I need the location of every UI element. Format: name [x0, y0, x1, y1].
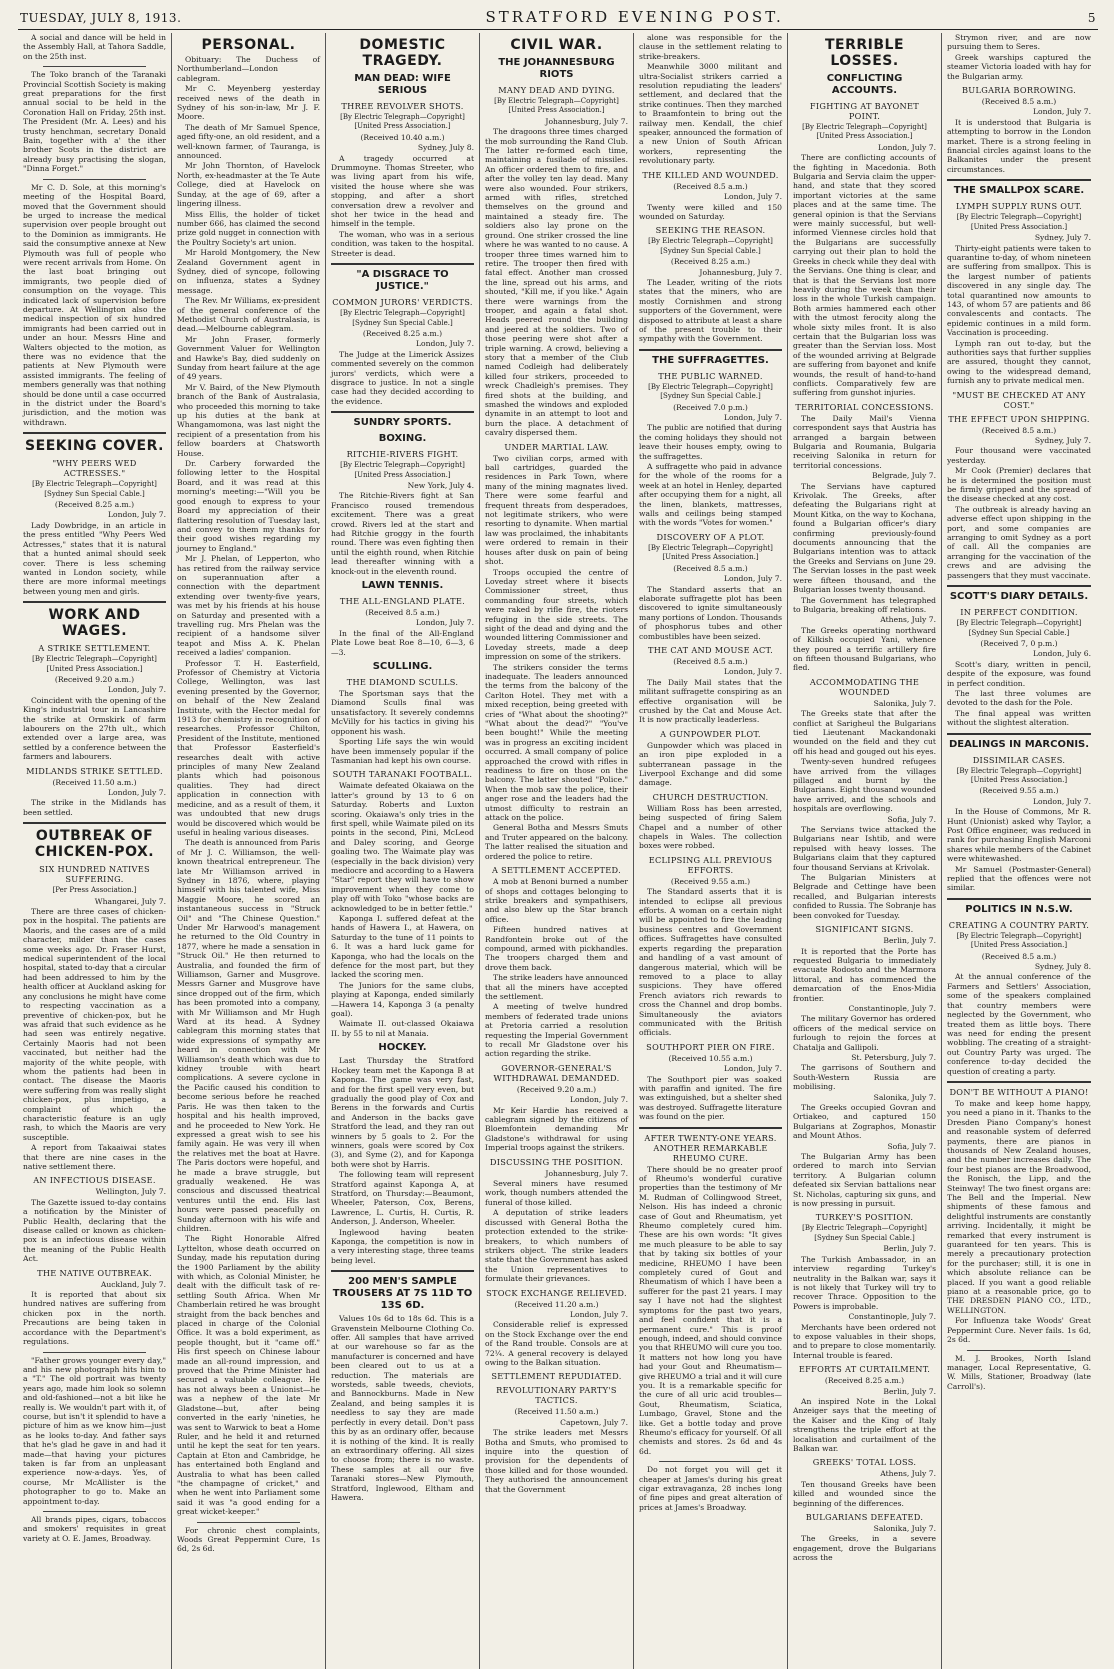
dateline: Sydney, July 8.	[417, 143, 474, 153]
sub-heading: AFTER TWENTY-ONE YEARS. ANOTHER REMARKABLE RHEUMO CURE.	[644, 1132, 777, 1163]
dateline: Salonika, July 7.	[873, 1092, 936, 1102]
article-paragraph: In the House of Commons, Mr R. Hunt (Unionist) asked why Taylor, a Post Office engineer, was reduced in rank for purchasing English Marconi shares while members of the Cabinet were whitewashed.	[947, 807, 1091, 864]
sub-heading: UNDER MARTIAL LAW.	[504, 441, 609, 452]
article-paragraph: The death is announced from Paris of Mr J. C. Williamson, the well-known theatrical entrepreneur. The late Mr Williamson arrived in Sydney in 1876, where, playing himself with his talented wife, Miss Maggie Moore, he scored an instantaneous success in "Struck Oil" and "The Chinese Question." Under Mr Harwood's management he returned to the Old Country in 1877, where he made a sensation in "Struck Oil." He then returned to Australia, and founded the firm of Williamson, Garner and Musgrove. Messrs Garner and Musgrove have since dropped out of the firm, which has been promoted into a company, with Mr Williamson and Mr Hugh Ward at its head. A Sydney cablegram this morning states that wide expressions of sympathy are heard in connection with Mr Williamson's death which was due to kidney trouble with heart complications. A severe cyclone in the Pacific caused his condition to become serious before he reached Paris. He was then taken to the hospital and his health improved, and he proceeded to New York. He expressed a great wish to see his family again. He was very ill when the relatives met the boat at Havre. The Paris doctors were hopeful, and he made a brave struggle, but gradually weakened. He was conscious and discussed theatrical ventures until the end. His last hours were passed peacefully on Sunday afternoon with his wife and children.	[177, 838, 320, 1233]
received-time: (Received 10.40 a.m.)	[360, 132, 445, 142]
article-paragraph: A tragedy occurred at Drummoyne. Thomas Streeter, who was living apart from his wife, visited the house where she was stopping, and after a short conversation drew a revolver and shot her twice in the head and himself in the temple.	[331, 153, 474, 229]
article-paragraph: Ten thousand Greeks have been killed and wounded since the beginning of the differences.	[793, 1479, 936, 1508]
article-paragraph: The final appeal was written without the slightest alteration.	[947, 708, 1091, 728]
column-divider	[43, 66, 146, 67]
article-paragraph: A social and dance will be held in the Assembly Hall, at Tahora Saddle, on the 25th inst.	[23, 33, 166, 61]
article-paragraph: The woman, who was in a serious condition, was taken to the hospital. Streeter is dead.	[331, 229, 474, 258]
article-heading: 200 MEN'S SAMPLE TROUSERS AT 7S 11D TO 13S 6D.	[332, 1276, 473, 1312]
article-paragraph: The Greeks, in a severe engagement, drove the Bulgarians across the	[793, 1534, 936, 1563]
received-time: (Received 8.25 a.m.)	[362, 328, 443, 338]
article-paragraph: Waimate defeated Okaiawa on the latter's ground by 13 to 6 on Saturday. Roberts and Luxton scoring. Okaiawa's only tries in the first spell, while Waimate piled on its points in the second, Pini, McLeod and Daley scoring, and George goaling two. The Waimate play was (especially in the back division) very mediocre and according to a Hawera "Star" report they will have to show improvement when they come to play off with Toko "whose backs are acknowledged to be in better fettle."	[331, 781, 475, 913]
article-paragraph: The Rev. Mr Williams, ex-president of the general conference of the Methodist Church of Australasia, is dead.—Melbourne cablegram.	[177, 296, 320, 334]
section-heading: OUTBREAK OF CHICKEN-POX.	[34, 828, 155, 861]
article-paragraph: There should be no greater proof of Rheumo's wonderful curative properties than the testimony of Mr M. Rudman of Collingwood Street, Nelson. His has indeed a chronic case of Gout and Rheumatism, yet Rheumo completely cured him. These are his own words: "It gives me much pleasure to be able to say that by taking six bottles of your medicine, RHEUMO I have been completely cured of Gout and Rheumatism of which I have been a sufferer for the past 21 years. I may say I have not had the slightest symptoms for the past two years, and feel confident that it is a permanent cure." This is proof enough, indeed, and should convince you that RHEUMO will cure you too. It matters not how long you have had your Gout and Rheumatism—give RHEUMO a trial and it will cure you. It is a remarkable specific for the cure of all uric acid troubles—Gout, Rheumatism, Sciatica, Lumbago, Gravel, Stone and the like. Get a bottle today and prove Rheumo's efficacy for yourself. Of all chemists and stores. 2s 6d and 4s 6d.	[639, 1164, 783, 1456]
dateline: Berlin, July 7.	[883, 1244, 936, 1254]
article-paragraph: Inglewood having beaten Kaponga, the competition is now in a very interesting stage, three teams being level.	[331, 1227, 474, 1265]
received-time: (Received 8.5 a.m.)	[981, 951, 1057, 961]
sub-heading: THE KILLED AND WOUNDED.	[642, 169, 779, 180]
article-paragraph: Miss Ellis, the holder of ticket number 666, has claimed the second prize gold nugget in connection with the Poultry Society's art union.	[177, 209, 320, 247]
column-divider	[659, 1461, 762, 1462]
masthead-title: STRATFORD EVENING POST.	[485, 8, 784, 26]
section-heading: WORK AND WAGES.	[48, 607, 141, 640]
column-divider	[967, 1350, 1071, 1351]
sub-heading: TURKEY'S POSITION.	[815, 1212, 914, 1223]
dateline: Sofia, July 7.	[887, 814, 936, 824]
dateline: Johannesburg, July 7.	[545, 116, 628, 126]
section-heading: PERSONAL.	[201, 37, 296, 53]
source-credit: [By Electric Telegraph—Copyright] [Sydney Sun Special Cable.]	[648, 382, 773, 401]
article-paragraph: At the annual conference of the Farmers and Settlers' Association, some of the speakers complained that country members were neglected by the Government, who treated them as little boys. There was need for ending the present wobbling. The creating of a straight-out Country Party was urged. The conference to-day decided the question of creating a party.	[947, 972, 1091, 1076]
article-paragraph: It is understood that Bulgaria is attempting to borrow in the London market. There is a strong feeling in financial circles against loans to the Balkanites under the present circumstances.	[947, 117, 1091, 174]
article-paragraph: The Gazette issued to-day contains a notification by the Minister of Public Health, declaring that the disease called or known as chicken-pox is an infectious disease within the meaning of the Public Health Act.	[23, 1197, 166, 1264]
received-time: (Received 11.20 a.m.)	[514, 1299, 599, 1309]
sub-heading: "MUST BE CHECKED AT ANY COST."	[952, 389, 1086, 410]
masthead-page-number: 5	[1087, 11, 1096, 25]
dateline: London, July 7.	[108, 685, 166, 695]
column-divider	[639, 349, 782, 351]
dateline: Constantinople, July 7.	[848, 1003, 936, 1013]
article-paragraph: The strike leaders have announced that all the miners have accepted the settlement.	[485, 973, 629, 1001]
source-credit: [By Electric Telegraph—Copyright] [Sydney Sun Special Cable.]	[802, 1224, 927, 1242]
article-paragraph: The strikers consider the terms inadequate. The leaders announced the terms from the balcony of the Carlton Hotel. They met with a mixed reception, being greeted with cries of "What about the shooting?" "What about the dead?" "You've been bought!" While the meeting was in progress an exciting incident occurred. A small company of police approached the crowd with rifles in readiness to fire on those on the balcony. The latter shouted "Police." When the mob saw the police, their anger rose and the leaders had the utmost difficulty to restrain an attack on the police.	[485, 662, 628, 823]
column-divider	[23, 822, 166, 824]
dateline: New York, July 4.	[407, 480, 474, 490]
article-paragraph: Troops occupied the centre of Loveday street where it bisects Commissioner street, thus commanding four streets, which were raked by rifle fire, the rioters refuging in the side streets. The sight of the dead and dying and the wounded littering Commissioner and Loveday streets, made a deep impression on some of the strikers.	[485, 567, 628, 662]
article-paragraph: A suffragette who paid in advance for the whole of the rooms for a week at an hotel in Henley, departed after occupying them for a night, all the linen, blankets, mattresses, walls and ceilings being stamped with the words "Votes for women."	[639, 462, 782, 528]
dateline: London, July 7.	[570, 1309, 628, 1319]
article-paragraph: William Ross has been arrested, being suspected of firing Salem Chapel and a number of other chapels in Wales. The collection boxes were robbed.	[639, 803, 782, 851]
dateline: London, July 7.	[724, 667, 782, 677]
article-paragraph: To make and keep home happy, you need a piano in it. Thanks to the Dresden Piano Company's honest and reasonable system of deferred payments, there are pianos in thousands of New Zealand houses, and the number increases daily. The four best pianos are the Broadwood, the Ronisch, the Lipp, and the Steinway! The two finest organs are: The Bell and the Imperial. New shipments of these famous and delightful instruments are constantly arriving. Incidentally, it might be remarked that every instrument is guaranteed for ten years. This is merely a precautionary protection for the purchaser; still, it is one in which absolute reliance can be placed. If you want a good reliable piano at a reasonable price, go to THE DRESDEN PIANO CO., LTD., WELLINGTON.	[947, 1098, 1091, 1315]
dateline: Johannesburg, July 7.	[699, 267, 782, 277]
article-paragraph: The strike in the Midlands has been settled.	[23, 798, 166, 817]
article-paragraph: Mr Keir Hardie has received a cablegram signed by the citizens of Bloemfontein demanding Mr Gladstone's withdrawal for using Imperial troops against the strikers.	[485, 1105, 628, 1153]
article-paragraph: Mr John Fraser, formerly Government Valuer for Wellington and Hawke's Bay, died suddenly on Sunday from heart failure at the age of 49 years.	[177, 334, 320, 382]
dateline: Sydney, July 8.	[1034, 962, 1091, 972]
column-2	[172, 33, 326, 1669]
article-paragraph: The Toko branch of the Taranaki Provincial Scottish Society is making great preparations for the first annual social to be held in the Coronation Hall on Friday, 25th inst. The President (Mr. A. Lees) and his trusty henchman, secretary Donald Bain, together with a' the ither brother Scots in the district are already busy practising the slogan, "Dinna Forget."	[23, 70, 166, 174]
dateline: Sydney, July 7.	[1034, 436, 1091, 445]
column-divider	[23, 601, 166, 603]
section-heading: CIVIL WAR.	[510, 37, 603, 53]
article-paragraph: The military Governor has ordered officers of the medical service on furlough to rejoin the forces at Chatalja and Gallipoli.	[793, 1014, 936, 1052]
dateline: Sofia, July 7.	[887, 1141, 936, 1151]
column-4	[480, 33, 634, 1669]
dateline: London, July 6.	[1033, 649, 1091, 659]
sub-heading: FIGHTING AT BAYONET POINT.	[809, 101, 920, 121]
sub-heading: MANY DEAD AND DYING.	[498, 85, 615, 95]
source-credit: [By Electric Telegraph—Copyright] [Sydney Sun Special Cable.]	[956, 619, 1082, 637]
dateline: Berlin, July 7.	[883, 936, 936, 946]
column-divider	[197, 1522, 300, 1523]
article-heading: SCULLING.	[372, 661, 433, 673]
sub-heading: "WHY PEERS WED ACTRESSES."	[52, 458, 137, 479]
article-paragraph: Several miners have resumed work, though numbers attended the funeral of those killed.	[485, 1179, 628, 1207]
source-credit: [By Electric Telegraph—Copyright] [United Press Association.]	[956, 931, 1082, 950]
dateline: Wellington, July 7.	[95, 1187, 166, 1197]
article-paragraph: The Sportsman says that the Diamond Sculls final was unsatisfactory. It severely condemns McVilly for his tactics in giving his opponent his wash.	[331, 689, 474, 736]
article-paragraph: There are three cases of chicken-pox in the hospital. The patients are Maoris, and the cases are of a mild character, milder than the cases some weeks ago. Dr. Fraser Hurst, medical superintendent of the local hospital, stated to-day that a circular had been addressed to him by the health officer at Auckland asking for any conclusions he might have come to respecting vaccination as a preventive of chicken-pox, but he was afraid that such evidence as he had seen was entirely negative. Certainly Maoris had not been vaccinated, but neither had the majority of the white people, with whom the patients had been in contact. The disease the Maoris were suffering from was really slight chicken-pox, plus impetigo, a complaint of which the characteristic feature is an ugly rash, to which the Maoris are very susceptible.	[23, 907, 166, 1142]
column-divider	[43, 1511, 146, 1512]
sub-heading: IN PERFECT CONDITION.	[960, 607, 1078, 618]
dateline: Sydney, July 7.	[1034, 233, 1091, 243]
article-paragraph: The Southport pier was soaked with paraffin and ignited. The fire was extinguished, but a shelter shed was destroyed. Suffragette literature was found on the pier.	[639, 1074, 782, 1122]
article-paragraph: Kaponga I. suffered defeat at the hands of Hawera I., at Hawera, on Saturday to the tune of 11 points to 6. It was a hard luck game for Kaponga, who had the locals on the defence for the most part, but they lacked the scoring men.	[331, 914, 474, 980]
sub-heading: CREATING A COUNTRY PARTY.	[948, 919, 1090, 930]
source-credit: [By Electric Telegraph—Copyright] [United Press Association.]	[648, 543, 773, 562]
column-5	[634, 33, 788, 1669]
article-paragraph: The Juniors for the same clubs, playing at Kaponga, ended similarly—Hawera 14, Kaponga 3 (a penalty goal).	[331, 980, 474, 1019]
article-paragraph: The Judge at the Limerick Assizes commented severely on the common jurors' verdicts, which were a disgrace to justice. In not a single case had they decided according to the evidence.	[331, 349, 474, 406]
sub-heading: TERRITORIAL CONCESSIONS.	[795, 401, 934, 412]
article-paragraph: M. J. Brookes, North Island manager, Local Representative, G. W. Mills, Stationer, Broadway (late Carroll's).	[947, 1353, 1091, 1391]
received-time: (Received 8.5 a.m.)	[981, 97, 1057, 107]
columns	[18, 33, 1098, 1669]
sub-heading: THE EFFECT UPON SHIPPING.	[948, 413, 1090, 424]
column-3	[326, 33, 480, 1669]
dateline: Whangarei, July 7.	[94, 896, 166, 906]
source-credit: [By Electric Telegraph—Copyright] [United Press Association.]	[340, 461, 465, 479]
article-paragraph: Mr John Thornton, of Havelock North, ex-headmaster at the Te Aute College, died at Havelock on Sunday, at the age of 69, after a lingering illness.	[177, 161, 320, 209]
article-paragraph: The garrisons of Southern and South-Western Russia are mobilising.	[793, 1063, 936, 1092]
sub-heading: A SETTLEMENT ACCEPTED.	[491, 865, 622, 876]
column-6	[788, 33, 942, 1669]
article-paragraph: The Greeks state that after the conflict at Sarigheul the Bulgarians tied Lieutenant Mackandonaki wounded on the field and they cut off his head and gouged out his eyes.	[793, 709, 936, 756]
article-paragraph: The death of Mr Samuel Spence, aged fifty-one, an old resident, and a well-known farmer, of Tauranga, is announced.	[177, 122, 320, 161]
article-paragraph: There are conflicting accounts of the fighting in Macedonia. Both Bulgaria and Servia claim the upper-hand, and state that they scored important victories at the same places and at the same time. The general opinion is that the Servians were mainly successful, but well-informed Viennese circles hold that the Bulgarians are successfully carrying out their plan to hold the Greeks in check while they deal with the Servians. One thing is clear, and that is that the Servians lost more heavily during the week than their loss in the whole Turkish campaign. Both armies hammered each other with the utmost ferocity along the whole sixty miles front. It is also certain that the Bulgarian loss was greater than the Servian loss. Most of the wounded arriving at Belgrade are suffering from bayonet and knife wounds, the result of hand-to-hand conflicts. Comparatively few are suffering from gunshot injuries.	[793, 153, 936, 398]
received-time: (Received 8.25 a.m.)	[54, 500, 135, 510]
article-paragraph: The Standard asserts that an elaborate suffragette plot has been discovered to ignite simultaneously many portions of London. Thousands of phosphorus tubes and other combustibles have been seized.	[639, 584, 782, 641]
article-paragraph: The Daily Mail's Vienna correspondent says that Austria has arranged a bargain between Bulgaria and Roumania, Bulgaria receiving Salonika in return for territorial concessions.	[793, 413, 936, 470]
sub-heading: LYMPH SUPPLY RUNS OUT.	[956, 201, 1082, 212]
column-7	[942, 33, 1096, 1669]
article-paragraph: It is reported that the Porte has requested Bulgaria to immediately evacuate Rodosto and the Marmora littoral, and has commenced the demarcation of the Enos-Midia frontier.	[793, 946, 936, 1003]
dateline: St. Petersburg, July 7.	[851, 1052, 936, 1062]
dateline: London, July 7.	[1033, 107, 1091, 117]
article-heading: POLITICS IN N.S.W.	[965, 903, 1073, 915]
received-time: (Received 8.5 a.m.)	[673, 563, 748, 573]
article-paragraph: Two civilian corps, armed with ball cartridges, guarded the residences in Park Town, where many of the mining magnates lived. There were some fearful and frequent threats from desperadoes, not legitimate strikers, who were resorting to dynamite. When martial law was proclaimed, the inhabitants were ordered to remain in their houses after dusk on pain of being shot.	[485, 453, 628, 567]
article-heading: CONFLICTING ACCOUNTS.	[826, 73, 903, 96]
sub-heading: A STRIKE SETTLEMENT.	[38, 643, 151, 654]
dateline: London, July 7.	[724, 574, 782, 584]
dateline: London, July 7.	[108, 510, 166, 520]
sub-heading: SIX HUNDRED NATIVES SUFFERING.	[39, 864, 150, 885]
source-credit: [By Electric Telegraph—Copyright] [Sydney Sun Special Cable.]	[32, 480, 157, 498]
column-divider	[331, 411, 474, 413]
article-heading: LAWN TENNIS.	[361, 580, 444, 592]
dateline: Athens, July 7.	[880, 615, 936, 625]
article-paragraph: The Leader, writing of the riots states that the miners, who are mostly Cornishmen and strong supporters of the Government, were disposed to attribute at least a share of the present trouble to their sympathy with the Government.	[639, 277, 782, 344]
article-paragraph: Waimate II. out-classed Okaiawa II. by 55 to nil at Manaia.	[331, 1019, 474, 1038]
dateline: London, July 7.	[108, 788, 166, 797]
column-divider	[947, 1081, 1091, 1083]
dateline: London, July 7.	[878, 142, 936, 152]
article-paragraph: Coincident with the opening of the King's industrial tour in Lancashire the strike at Ormskirk of farm labourers on the 27th ult., which extended over a large area, was settled by a conference between the farmers and labourers.	[23, 695, 166, 762]
column-divider	[947, 733, 1091, 735]
dateline: Johannesburg, July 7.	[545, 1168, 628, 1178]
article-paragraph: Fifteen hundred natives at Randfontein broke out of the compound, armed with pickhandles. The troopers charged them and drove them back.	[485, 925, 628, 972]
article-paragraph: Mr V. Baird, of the New Plymouth branch of the Bank of Australasia, who proceeded this morning to take up his duties at the bank at Whangamomona, was last night the recipient of a presentation from his fellow boarders at Chatsworth House.	[177, 382, 320, 458]
source-credit: [Per Press Association.]	[52, 886, 137, 895]
article-paragraph: The strike leaders met Messrs Botha and Smuts, who promised to inquire into the question of provision for the dependents of those killed and for those wounded. They authorised the announcement that the Government	[485, 1428, 628, 1494]
dateline: London, July 7.	[416, 339, 474, 349]
section-heading: SEEKING COVER.	[25, 438, 164, 455]
column-divider	[23, 432, 166, 434]
sub-heading: DISCOVERY OF A PLOT.	[656, 531, 765, 542]
article-paragraph: The Standard asserts that it is intended to eclipse all previous efforts. A woman on a certain night will be appointed to fire the leading business centres and Government offices. Suffragettes have consulted experts regarding the preparation and handling of a vast amount of dangerous material, which will be removed to a place to allay suspicions. They have offered French aviators rich rewards to cross the Channel and drop bombs. Simultaneously the aviators communicated with the British officials.	[639, 887, 782, 1038]
sub-heading: STOCK EXCHANGE RELIEVED.	[486, 1287, 627, 1298]
article-paragraph: The Bulgarian Ministers at Belgrade and Cettinge have been recalled, and Bulgarian interests confided to Russia. The Sobranje has been convoked for Tuesday.	[793, 873, 936, 920]
column-divider	[947, 179, 1091, 181]
article-paragraph: Obituary: The Duchess of Northumberland—London cablegram.	[177, 55, 320, 83]
sub-heading: GREEKS' TOTAL LOSS.	[812, 1457, 917, 1468]
source-credit: [By Electric Telegraph—Copyright] [United Press Association.]	[340, 113, 465, 131]
article-paragraph: Mr Cook (Premier) declares that he is determined the position must be firmly gripped and the spread of the disease checked at any cost.	[947, 466, 1091, 504]
article-paragraph: The Right Honorable Alfred Lyttelton, whose death occurred on Sunday, made his reputation during the 1900 Parliament by the ability with which, as Colonial Minister, he dealt with the difficult task of re-settling South Africa. When Mr Chamberlain retired he was brought straight from the back benches and placed in charge of the Colonial Office. It was a bold experiment, as people thought, but it "came off." His first speech on Chinese labour made an all-round impression, and proved that the Prime Minister had secured a valuable colleague. He has not always been a Unionist—he was a nephew of the late Mr Gladstone—but, after being converted in the early 'nineties, he was sent to Warwick to beat a Home Ruler, and he held it and returned until he kept the seat for ten years. Captain at Eton and Cambridge, he has entertained both England and Australia to what has been called "the champagne of cricket," and when he went into Parliament some said it was "a good ending for a great wicket-keeper."	[177, 1234, 320, 1517]
article-paragraph: Values 10s 6d to 18s 6d. This is a Gravenstein Melbourne Clothing Co. offer. All samples that have arrived at our warehouse so far as the manufacturer is concerned and have been cleared out to us at a reduction. The materials are worsteds, sable tweeds, cheviots, and Bannockburns. Made in New Zealand, and being samples it is needless to say they are made perfectly in every detail. Don't pass this by as an ordinary offer, because it is nothing of the kind. It is really an extraordinary offering. All sizes to choose from; there is no waste. These samples at all our five Taranaki stores—New Plymouth, Stratford, Inglewood, Eltham and Hawera.	[331, 1314, 474, 1502]
article-paragraph: Lymph ran out to-day, but the authorities says that further supplies are assured, thought they cannot, owing to the widespread demand, furnish any to private medical men.	[947, 338, 1091, 386]
article-paragraph: The Servians have captured Krivolak. The Greeks, after defeating the Bulgarians right at Mount Kitka, on the way to Kochana, found a Bulgarian officer's diary confirming previously-found documents announcing that the Bulgarians intention was to attack the Greeks and Servians on June 29. The Servian losses in the past week were fifteen thousand, and the Bulgarian losses twenty thousand.	[793, 481, 936, 595]
article-paragraph: Considerable relief is expressed on the Stock Exchange over the end of the Rand trouble. Consols are at 72¼. A general recovery is delayed owing to the Balkan situation.	[485, 1320, 628, 1367]
received-time: (Received 9.20 a.m.)	[54, 674, 135, 684]
received-time: (Received 7, 0 p.m.)	[980, 638, 1058, 648]
source-credit: [By Electric Telegraph—Copyright] [United Press Association.]	[802, 123, 927, 141]
source-credit: [By Electric Telegraph—Copyright] [Sydney Sun Special Cable.]	[340, 309, 465, 327]
dateline: Capetown, July 7.	[560, 1417, 628, 1427]
sub-heading: ECLIPSING ALL PREVIOUS EFFORTS.	[648, 854, 773, 875]
section-heading: TERRIBLE LOSSES.	[824, 37, 905, 69]
article-paragraph: Lady Dowbridge, in an article in the press entitled "Why Peers Wed Actresses," states that it is natural that a hunted animal should seek cover. There is less scheming wanted in London society, while there are more informal meetings between young men and girls.	[23, 520, 166, 596]
article-paragraph: Mr C. Meyenberg yesterday received news of the death in Sydney of his son-in-law, Mr J. F. Moore.	[177, 84, 320, 122]
article-paragraph: General Botha and Messrs Smuts and Truter appeared on the balcony. The latter realised the situation and ordered the police to retire.	[485, 823, 628, 861]
dateline: Salonika, July 7.	[873, 1524, 936, 1534]
dateline: London, July 7.	[724, 1064, 782, 1074]
article-paragraph: The following team will represent Stratford against Kaponga A, at Stratford, on Thursday:—Beaumont, Wheeler, Paterson, Cox, Berens, Lawrence, L. Curtis, H. Curtis, R. Anderson, J. Anderson, Wheeler.	[331, 1170, 474, 1227]
article-paragraph: Strymon river, and are now pursuing them to Seres.	[947, 33, 1091, 52]
source-credit: [By Electric Telegraph—Copyright] [United Press Association.]	[956, 766, 1082, 784]
source-credit: [By Electric Telegraph—Copyright] [Sydney Sun Special Cable.]	[648, 237, 773, 255]
dateline: Berlin, July 7.	[883, 1386, 936, 1396]
sub-heading: THE CAT AND MOUSE ACT.	[647, 644, 774, 655]
article-paragraph: Mr Harold Montgomery, the New Zealand Government agent in Sydney, died of syncope, following on influenza, states a Sydney message.	[177, 248, 320, 295]
article-paragraph: The Servians twice attacked the Bulgarians near Ishtib, and were repulsed with heavy losses. The Bulgarians claim that they captured four thousand Servians at Krivolak.	[793, 825, 936, 872]
sub-heading: MIDLANDS STRIKE SETTLED.	[26, 765, 163, 776]
article-paragraph: Meanwhile 3000 militant and ultra-Socialist strikers carried a resolution repudiating the leaders' settlement, and declared that the strike continues. Then they marched to Braamfontein to bring out the railway men. Kendall, the chief speaker, announced the formation of a new Union of South African workers, representing the revolutionary party.	[639, 62, 782, 166]
sub-heading: DISCUSSING THE POSITION.	[489, 1156, 624, 1167]
sub-heading: AN INFECTIOUS DISEASE.	[33, 1175, 156, 1186]
sub-heading: SIGNIFICANT SIGNS.	[815, 924, 914, 935]
sub-heading: COMMON JURORS' VERDICTS.	[332, 297, 473, 308]
received-time: (Received 9.55 a.m.)	[979, 786, 1059, 796]
article-paragraph: A mob at Benoni burned a number of shops and cottages belonging to strike breakers and sympathisers, and also blew up the Star branch office.	[485, 877, 628, 924]
sub-heading: THE ALL-ENGLAND PLATE.	[339, 596, 466, 607]
article-paragraph: The Bulgarian Army has been ordered to march into Servian territory. A Bulgarian column defeated six Servian battalions near St. Nicholas, capturing six guns, and is now pressing in pursuit.	[793, 1152, 936, 1209]
article-paragraph: The public are notified that during the coming holidays they should not leave their houses empty, owing to the suffragettes.	[639, 423, 782, 461]
sub-heading: SOUTH TARANAKI FOOTBALL.	[332, 769, 473, 780]
article-paragraph: For chronic chest complaints, Woods Great Peppermint Cure, 1s 6d, 2s 6d.	[177, 1525, 320, 1554]
received-time: (Received 10.55 a.m.)	[668, 1053, 753, 1063]
article-paragraph: The outbreak is already having an adverse effect upon shipping in the port, and some companies are arranging to omit Sydney as a port of call. All the companies are arranging for the vaccination of the crews and are advising the passengers that they must vaccinate.	[947, 504, 1091, 580]
source-credit: [By Electric Telegraph—Copyright] [United Press Association.]	[956, 213, 1082, 231]
dateline: London, July 7.	[724, 192, 782, 202]
received-time: (Received 8.5 a.m.)	[673, 181, 748, 191]
received-time: (Received 8.5 a.m.)	[365, 608, 440, 618]
article-heading: THE SUFFRAGETTES.	[652, 354, 769, 366]
column-divider	[331, 1270, 474, 1272]
column-divider	[43, 1352, 146, 1353]
received-time: (Received 9.55 a.m.)	[670, 876, 751, 886]
article-paragraph: The Greeks operating northward of Kilkish occupied Yani, whence they poured a terrific artillery fire on fifteen thousand Bulgarians, who fled.	[793, 625, 936, 673]
sub-heading: THE PUBLIC WARNED.	[658, 370, 763, 381]
article-paragraph: The Turkish Ambassador, in an interview regarding Turkey's neutrality in the Balkan war, says it is not likely that Turkey will try to recover Thrace. Opposition to the Powers is improbable.	[793, 1254, 936, 1311]
dateline: Athens, July 7.	[880, 1469, 936, 1479]
article-heading: "A DISGRACE TO JUSTICE."	[356, 269, 449, 293]
article-paragraph: The dragoons three times charged the mob surrounding the Rand Club. The latter re-formed each time, maintaining a fusilade of missiles. An officer ordered them to fire, and after the volley ten lay dead. Many were also wounded. Four strikers, armed with rifles, stretched themselves on the ground and maintained a steady fire. The soldiers also lay prone on the ground. One striker crossed the line where he was wanted to no cause. A trooper three times warned him to retire. The trooper then fired with fatal effect. Another man crossed the line, spread out his arms, and shouted, "Kill me, if you like." Again there were warnings from the trooper, and again a fatal shot. Heads peered round the building and jeered at the soldiers. Two of those peering were shot after a triple warning. A crowd, believing a story that a member of the Club named Codleigh had deliberately killed four strikers, proceeded to wreck Chadleigh's premises. They fired shots at the building, and smashed the windows and exploded dynamite in an attempt to loot and burn the place. A detachment of cavalry dispersed them.	[485, 127, 628, 438]
masthead	[18, 6, 1098, 30]
dateline: Auckland, July 7.	[100, 1279, 166, 1289]
article-paragraph: "Father grows younger every day," and his new photograph hits him to a "T." The old portrait was twenty years ago, made him look so solemn and old-fashioned—not a bit like he really is. We wouldn't part with it, of course, but isn't it splendid to have a picture of him as we know him—just as he looks to-day. And father says that he's glad he gave in and had it made—that having your pictures taken is far from an unpleasant experience now-a-days. Yes, of course, Mr McAllister is the photographer to go to. Make an appointment to-day.	[23, 1355, 166, 1506]
article-paragraph: Mr J. Phelan, of Lepperton, who has retired from the railway service on superannuation after a connection with the department extending over twenty-five years, was met by his friends at his house on Saturday and presented with a travelling rug. Mrs Phelan was the recipient of a handsome silver teapot and Miss A. K. Phelan received a ladies' companion.	[177, 554, 320, 658]
article-paragraph: The Government has telegraphed to Bulgaria, breaking off relations.	[793, 595, 936, 614]
received-time: (Received 8.5 a.m.)	[981, 425, 1057, 435]
article-paragraph: A deputation of strike leaders discussed with General Botha the protection extended to the strike-breakers, to which numbers of strikers object. The strike leaders state that the Government has asked the Union representatives to formulate their grievances.	[485, 1208, 628, 1284]
dateline: Constantinople, July 7.	[848, 1312, 936, 1322]
sub-heading: THE NATIVE OUTBREAK.	[37, 1267, 152, 1278]
article-paragraph: The Ritchie-Rivers fight at San Francisco roused tremendous excitement. There was a great crowd. Rivers led at the start and had Ritchie groggy in the fourth round. There was even fighting then until the eighth round, when Ritchie lead thereafter winning with a knock-out in the eleventh round.	[331, 491, 474, 576]
article-paragraph: Dr. Carbery forwarded the following letter to the Hospital Board, and it was read at this morning's meeting:—"Will you be good enough to express to your Board my appreciation of their flattering resolution of Tuesday last, and convey to them my thanks for their good wishes regarding my journey to England."	[177, 459, 320, 553]
article-paragraph: A meeting of twelve hundred members of federated trade unions at Pretoria carried a resolution requesting the Imperial Government to recall Mr Gladstone over his action regarding the strike.	[485, 1002, 628, 1059]
sub-heading: THE DIAMOND SCULLS.	[346, 677, 459, 688]
article-paragraph: Greek warships captured the steamer Victoria loaded with hay for the Bulgarian army.	[947, 52, 1091, 81]
received-time: (Received 11.50 a.m.)	[52, 777, 137, 787]
sub-heading: GOVERNOR-GENERAL'S WITHDRAWAL DEMANDED.	[493, 1062, 620, 1083]
article-paragraph: Mr C. D. Sole, at this morning's meeting of the Hospital Board, moved that the Government should be urged to increase the medical supervision over people brought out to the Dominion as immigrants. He said the consumptive annexe at New Plymouth was full of people who were recent arrivals from Home. On the last boat bringing out immigrants, two people died of consumption on the voyage. This indicated lack of supervision before departure. At Wellington also the medical inspection of six hundred immigrants had been carried out in under an hour. Messrs Hine and Walters objected to the motion, as there was no evidence that the patients at New Plymouth were assisted immigrants. The feeling of members generally was that nothing should be done until a case occurred in the district under the Board's jurisdiction, and the motion was withdrawn.	[23, 182, 166, 427]
sub-heading: SEEKING THE REASON.	[655, 225, 766, 236]
sub-heading: EFFORTS AT CURTAILMENT.	[798, 1364, 931, 1375]
article-paragraph: An inspired Note in the Lokal Anzeiger says that the meeting of the Kaiser and the King of Italy strengthens the triple effort at the localisation and curtailment of the Balkan war.	[793, 1396, 936, 1453]
dateline: Belgrade, July 7.	[871, 471, 936, 481]
masthead-date: TUESDAY, JULY 8, 1913.	[20, 11, 182, 25]
column-divider	[43, 179, 146, 180]
article-paragraph: Last Thursday the Stratford Hockey team met the Kaponga B at Kaponga. The game was very fast, and for the first spell very even, but gradually the good play of Cox and Berens in the forwards and Curtis and Anderson in the backs gave Stratford the lead, and they ran out winners by 5 goals to 2. For the winners, goals were scored by Cox (3), and Syme (2), and for Kaponga both were shot by Harris.	[331, 1056, 474, 1169]
article-paragraph: Four thousand were vaccinated yesterday.	[947, 446, 1091, 465]
article-heading: THE SMALLPOX SCARE.	[953, 185, 1085, 197]
source-credit: [By Electric Telegraph—Copyright] [United Press Association.]	[32, 655, 157, 673]
sub-heading: RITCHIE-RIVERS FIGHT.	[346, 449, 459, 460]
sub-heading: DISSIMILAR CASES.	[972, 754, 1066, 765]
sub-heading: REVOLUTIONARY PARTY'S TACTICS.	[496, 1385, 617, 1406]
article-paragraph: The Daily Mail states that the militant suffragette conspiring as an effective organisation will be crushed by the Cat and Mouse Act. It is now practically leaderless.	[639, 677, 782, 725]
sub-heading: BULGARIANS DEFEATED.	[805, 1512, 924, 1523]
column-1	[18, 33, 172, 1669]
received-time: (Received 8.25 a.m.)	[670, 257, 751, 267]
sub-heading: A GUNPOWDER PLOT.	[660, 728, 761, 739]
article-heading: MAN DEAD: WIFE SERIOUS	[354, 73, 451, 96]
sub-heading: ACCOMMODATING THE WOUNDED	[809, 676, 920, 697]
received-time: (Received 8.25 a.m.)	[824, 1376, 905, 1386]
dateline: London, July 7.	[570, 1095, 628, 1105]
dateline: London, July 7.	[416, 618, 474, 628]
article-paragraph: It is reported that about six hundred natives are suffering from chicken pox in the north. Precautions are being taken in accordance with the Department's regulations.	[23, 1290, 166, 1347]
section-heading: DOMESTIC TRAGEDY.	[359, 37, 446, 69]
article-heading: BOXING.	[378, 433, 427, 445]
received-time: (Received 7.0 p.m.)	[673, 402, 748, 412]
sub-heading: BULGARIA BORROWING.	[961, 85, 1076, 96]
received-time: (Received 11.50 a.m.)	[514, 1407, 599, 1417]
article-heading: DEALINGS IN MARCONIS.	[948, 738, 1090, 750]
article-paragraph: In the final of the All-England Plate Lowe beat Roe 8—10, 6—3, 6—3.	[331, 628, 474, 657]
article-paragraph: Mr Samuel (Postmaster-General) replied that the offences were not similar.	[947, 864, 1091, 893]
article-heading: THE JOHANNESBURG RIOTS	[498, 57, 615, 80]
dateline: London, July 7.	[724, 413, 782, 422]
dateline: London, July 7.	[1033, 796, 1091, 806]
received-time: (Received 9.20 a.m.)	[516, 1084, 597, 1094]
article-paragraph: Professor T. H. Easterfield, Professor of Chemistry at Victoria College, Wellington, was last evening presented by the Governor, on behalf of the New Zealand Institute, with the Hector medal for 1913 for chemistry in recognition of researches. Professor Chilton, President of the Institute, mentioned that Professor Easterfield's researches dealt with active principles of many New Zealand plants which had poisonous qualities. They had direct application in connection with medicine, and as a result of them, it was undoubted that new drugs would be discovered which would be useful in healing various diseases.	[177, 658, 320, 837]
article-paragraph: alone was responsible for the clause in the settlement relating to strike-breakers.	[639, 33, 782, 61]
sub-heading: SETTLEMENT REPUDIATED.	[491, 1371, 622, 1382]
sub-heading: CHURCH DESTRUCTION.	[652, 791, 769, 802]
article-paragraph: Scott's diary, written in pencil, despite of the exposure, was found in perfect condition.	[947, 659, 1091, 688]
article-paragraph: Thirty-eight patients were taken to quarantine to-day, of whom nineteen are suffering from smallpox. This is the largest number of patients discovered in any single day. The total quarantined now amounts to 143, of whom 57 are patients and 86 convalescents and contacts. The epidemic continues in a mild form. Vaccination is proceeding.	[947, 243, 1091, 338]
article-paragraph: Twenty-seven hundred refugees have arrived from the villages pillaged and burnt by the Bulgarians. Eight thousand wounded have arrived, and the schools and hospitals are overflowing.	[793, 757, 936, 814]
article-paragraph: The Greeks occupied Govran and Ortiakeo, and captured 150 Bulgarians at Zographos, Monastir and Mount Athos.	[793, 1103, 936, 1141]
sub-heading: THREE REVOLVER SHOTS.	[341, 101, 464, 111]
article-paragraph: A report from Takaaiwai states that there are nine cases in the native settlement there.	[23, 1143, 166, 1171]
received-time: (Received 8.5 a.m.)	[673, 656, 748, 666]
source-credit: [By Electric Telegraph—Copyright] [United Press Association.]	[494, 97, 619, 115]
sub-heading: DON'T BE WITHOUT A PIANO!	[949, 1086, 1089, 1097]
article-heading: SUNDRY SPORTS.	[353, 417, 452, 429]
column-divider	[331, 263, 474, 265]
column-divider	[639, 1127, 782, 1129]
article-paragraph: Merchants have been ordered not to expose valuables in their shops, and to prepare to close momentarily. Internal trouble is feared.	[793, 1322, 936, 1360]
article-paragraph: Gunpowder which was placed in an iron pipe exploded in a subterranean passage in the Liverpool Exchange and did some damage.	[639, 740, 782, 788]
article-heading: SCOTT'S DIARY DETAILS.	[949, 591, 1089, 603]
article-paragraph: Sporting Life says the win would have been immensely popular if the Tasmanian had kept his own course.	[331, 737, 474, 765]
column-divider	[947, 585, 1091, 587]
article-paragraph: The last three volumes are devoted to the dash for the Pole.	[947, 688, 1091, 708]
article-paragraph: Twenty were killed and 150 wounded on Saturday.	[639, 202, 782, 221]
sub-heading: SOUTHPORT PIER ON FIRE.	[646, 1041, 775, 1052]
article-heading: HOCKEY.	[378, 1042, 427, 1054]
article-paragraph: Do not forget you will get it cheaper at James's during his great cigar extravaganza, 28 inches long of fine pipes and great alteration of prices at James's Broadway.	[639, 1465, 782, 1512]
article-paragraph: For Influenza take Woods' Great Peppermint Cure. Never fails. 1s 6d, 2s 6d.	[947, 1316, 1091, 1345]
dateline: Salonika, July 7.	[873, 698, 936, 708]
article-paragraph: All brands pipes, cigars, tobaccos and smokers' requisites in great variety at O. E. James, Broadway.	[23, 1515, 166, 1543]
column-divider	[947, 898, 1091, 900]
